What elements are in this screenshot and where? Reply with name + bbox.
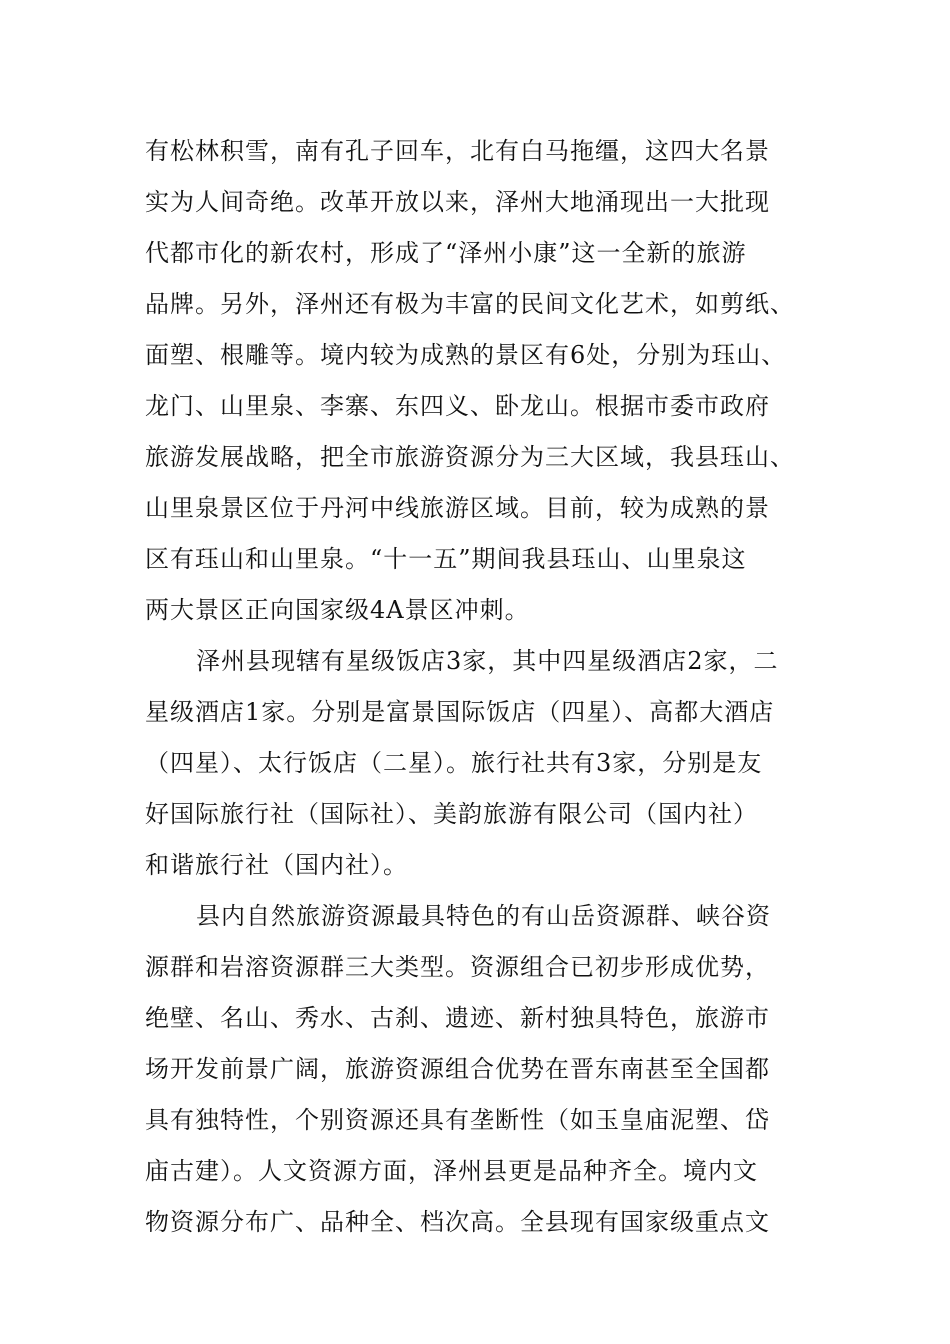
document-page [145, 126, 805, 1248]
text-line: 旅游发展战略，把全市旅游资源分为三大区域，我县珏山、 [145, 443, 795, 471]
text-line: 和谐旅行社（国内社）。 [145, 851, 408, 879]
text-line: 实为人间奇绝。改革开放以来，泽州大地涌现出一大批现 [145, 188, 770, 216]
text-line: 山里泉景区位于丹河中线旅游区域。目前，较为成熟的景 [145, 494, 770, 522]
text-line: 县内自然旅游资源最具特色的有山岳资源群、峡谷资 [196, 902, 771, 930]
paragraph-tourism-resources [145, 891, 805, 1248]
text-line: 好国际旅行社（国际社）、美韵旅游有限公司（国内社） [145, 800, 758, 828]
text-line: 绝壁、名山、秀水、古刹、遗迹、新村独具特色，旅游市 [145, 1004, 770, 1032]
text-line: 龙门、山里泉、李寨、东四义、卧龙山。根据市委市政府 [145, 392, 770, 420]
text-line: 庙古建）。人文资源方面，泽州县更是品种齐全。境内文 [145, 1157, 758, 1185]
text-line: 面塑、根雕等。境内较为成熟的景区有6处，分别为珏山、 [145, 341, 787, 369]
text-line: 泽州县现辖有星级饭店3家，其中四星级酒店2家，二 [196, 647, 779, 675]
text-line: 源群和岩溶资源群三大类型。资源组合已初步形成优势， [145, 953, 770, 981]
text-line: 代都市化的新农村，形成了“泽州小康”这一全新的旅游 [145, 239, 747, 267]
text-line: 物资源分布广、品种全、档次高。全县现有国家级重点文 [145, 1208, 770, 1236]
text-line: 星级酒店1家。分别是富景国际饭店（四星）、高都大酒店 [145, 698, 775, 726]
text-line: 有松林积雪，南有孔子回车，北有白马拖缰，这四大名景 [145, 137, 770, 165]
paragraph-hotels-agencies [145, 636, 805, 891]
paragraph-scenic-areas [145, 126, 805, 636]
text-line: 两大景区正向国家级4A景区冲刺。 [145, 596, 530, 624]
text-line: （四星）、太行饭店（二星）。旅行社共有3家，分别是友 [145, 749, 763, 777]
text-line: 具有独特性，个别资源还具有垄断性（如玉皇庙泥塑、岱 [145, 1106, 770, 1134]
text-line: 区有珏山和山里泉。“十一五”期间我县珏山、山里泉这 [145, 545, 747, 573]
text-line: 场开发前景广阔，旅游资源组合优势在晋东南甚至全国都 [145, 1055, 770, 1083]
text-line: 品牌。另外，泽州还有极为丰富的民间文化艺术，如剪纸、 [145, 290, 795, 318]
